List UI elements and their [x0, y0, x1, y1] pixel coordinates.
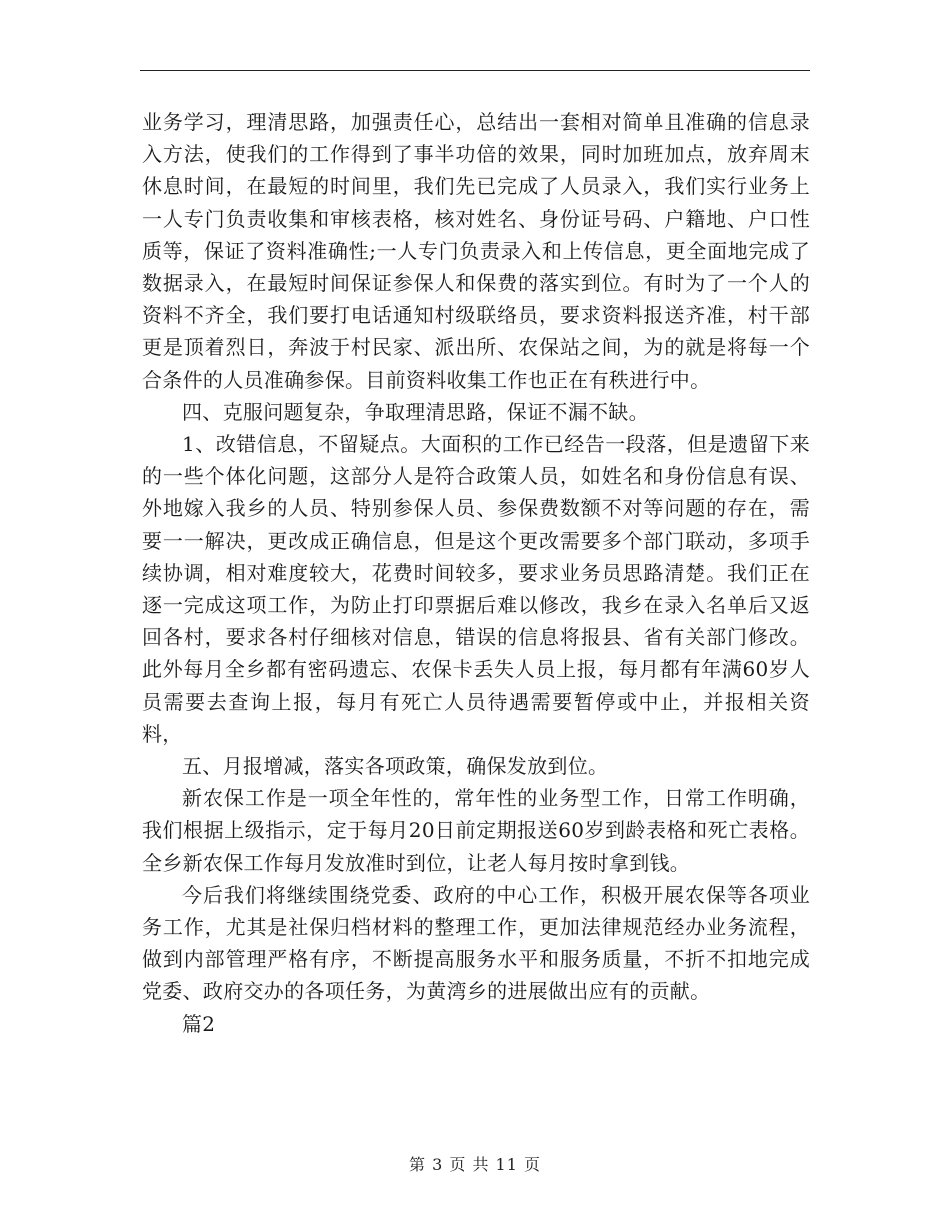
paragraph-monthly-report: 新农保工作是一项全年性的，常年性的业务型工作，日常工作明确，我们根据上级指示，定于每月20日前定期报送60岁到龄表格和死亡表格。全乡新农保工作每月发放准时到位，让老人每月按时拿到钱。: [142, 786, 810, 875]
paragraph-1: 业务学习，理清思路，加强责任心，总结出一套相对简单且准确的信息录入方法，使我们的工作得到了事半功倍的效果，同时加班加点，放弃周末休息时间，在最短的时间里，我们先已完成了人员录入，我们实行业务上一人专门负责收集和审核表格，核对姓名、身份证号码、户籍地、户口性质等，保证了资料准确性;一人专门负责录入和上传信息，更全面地完成了数据录入，在最短时间保证参保人和保费的落实到位。有时为了一个人的资料不齐全，我们要打电话通知村级联络员，要求资料报送齐准，村干部更是顶着烈日，奔波于村民家、派出所、农保站之间，为的就是将每一个合条件的人员准确参保。目前资料收集工作也正在有秩进行中。: [142, 110, 810, 392]
section-heading-4: 四、克服问题复杂，争取理清思路，保证不漏不缺。: [182, 399, 649, 424]
document-body: [142, 106, 810, 1040]
section-heading-5: 五、月报增减，落实各项政策，确保发放到位。: [182, 754, 609, 779]
paragraph-future-work: 今后我们将继续围绕党委、政府的中心工作，积极开展农保等各项业务工作，尤其是社保归档材料的整理工作，更加法律规范经办业务流程，做到内部管理严格有序，不断提高服务水平和服务质量，不折不扣地完成党委、政府交办的各项任务，为黄湾乡的进展做出应有的贡献。: [142, 882, 810, 1004]
chapter-label: 篇2: [182, 1011, 216, 1036]
paragraph-item-1: 1、改错信息，不留疑点。大面积的工作已经告一段落，但是遗留下来的一些个体化问题，这部分人是符合政策人员，如姓名和身份信息有误、外地嫁入我乡的人员、特别参保人员、参保费数额不对等问题的存在，需要一一解决，更改成正确信息，但是这个更改需要多个部门联动，多项手续协调，相对难度较大，花费时间较多，要求业务员思路清楚。我们正在逐一完成这项工作，为防止打印票据后难以修改，我乡在录入名单后又返回各村，要求各村仔细核对信息，错误的信息将报县、省有关部门修改。此外每月全乡都有密码遗忘、农保卡丢失人员上报，每月都有年满60岁人员需要去查询上报，每月有死亡人员待遇需要暂停或中止，并报相关资料，: [142, 432, 810, 746]
page-number-footer: 第 3 页 共 11 页: [409, 1155, 541, 1174]
header-rule: [140, 70, 810, 71]
